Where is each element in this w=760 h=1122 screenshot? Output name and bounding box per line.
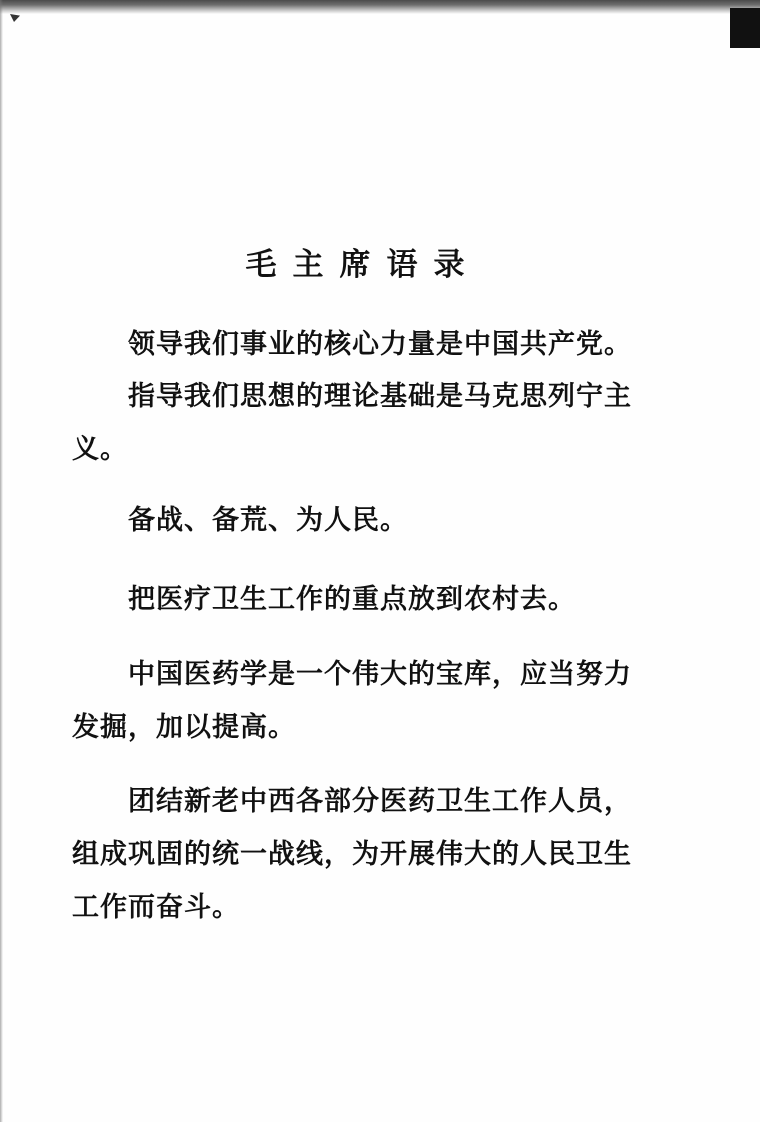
page-title: 毛主席语录 xyxy=(245,247,481,283)
scan-edge-left xyxy=(0,0,3,1122)
quote-paragraph: 团结新老中西各部分医药卫生工作人员，组成巩固的统一战线，为开展伟大的人民卫生工作而奋斗。 xyxy=(72,786,632,923)
quote-paragraph: 中国医药学是一个伟大的宝库，应当努力发掘，加以提高。 xyxy=(72,659,632,743)
quote-paragraph: 备战、备荒、为人民。 xyxy=(128,505,408,536)
quote-paragraph: 把医疗卫生工作的重点放到农村去。 xyxy=(128,584,576,615)
scan-edge-top xyxy=(0,0,760,14)
scan-speck xyxy=(10,14,20,22)
quote-paragraph: 领导我们事业的核心力量是中国共产党。 xyxy=(128,329,632,360)
scan-corner-mark xyxy=(730,8,760,48)
quote-paragraph: 指导我们思想的理论基础是马克思列宁主义。 xyxy=(72,381,632,465)
